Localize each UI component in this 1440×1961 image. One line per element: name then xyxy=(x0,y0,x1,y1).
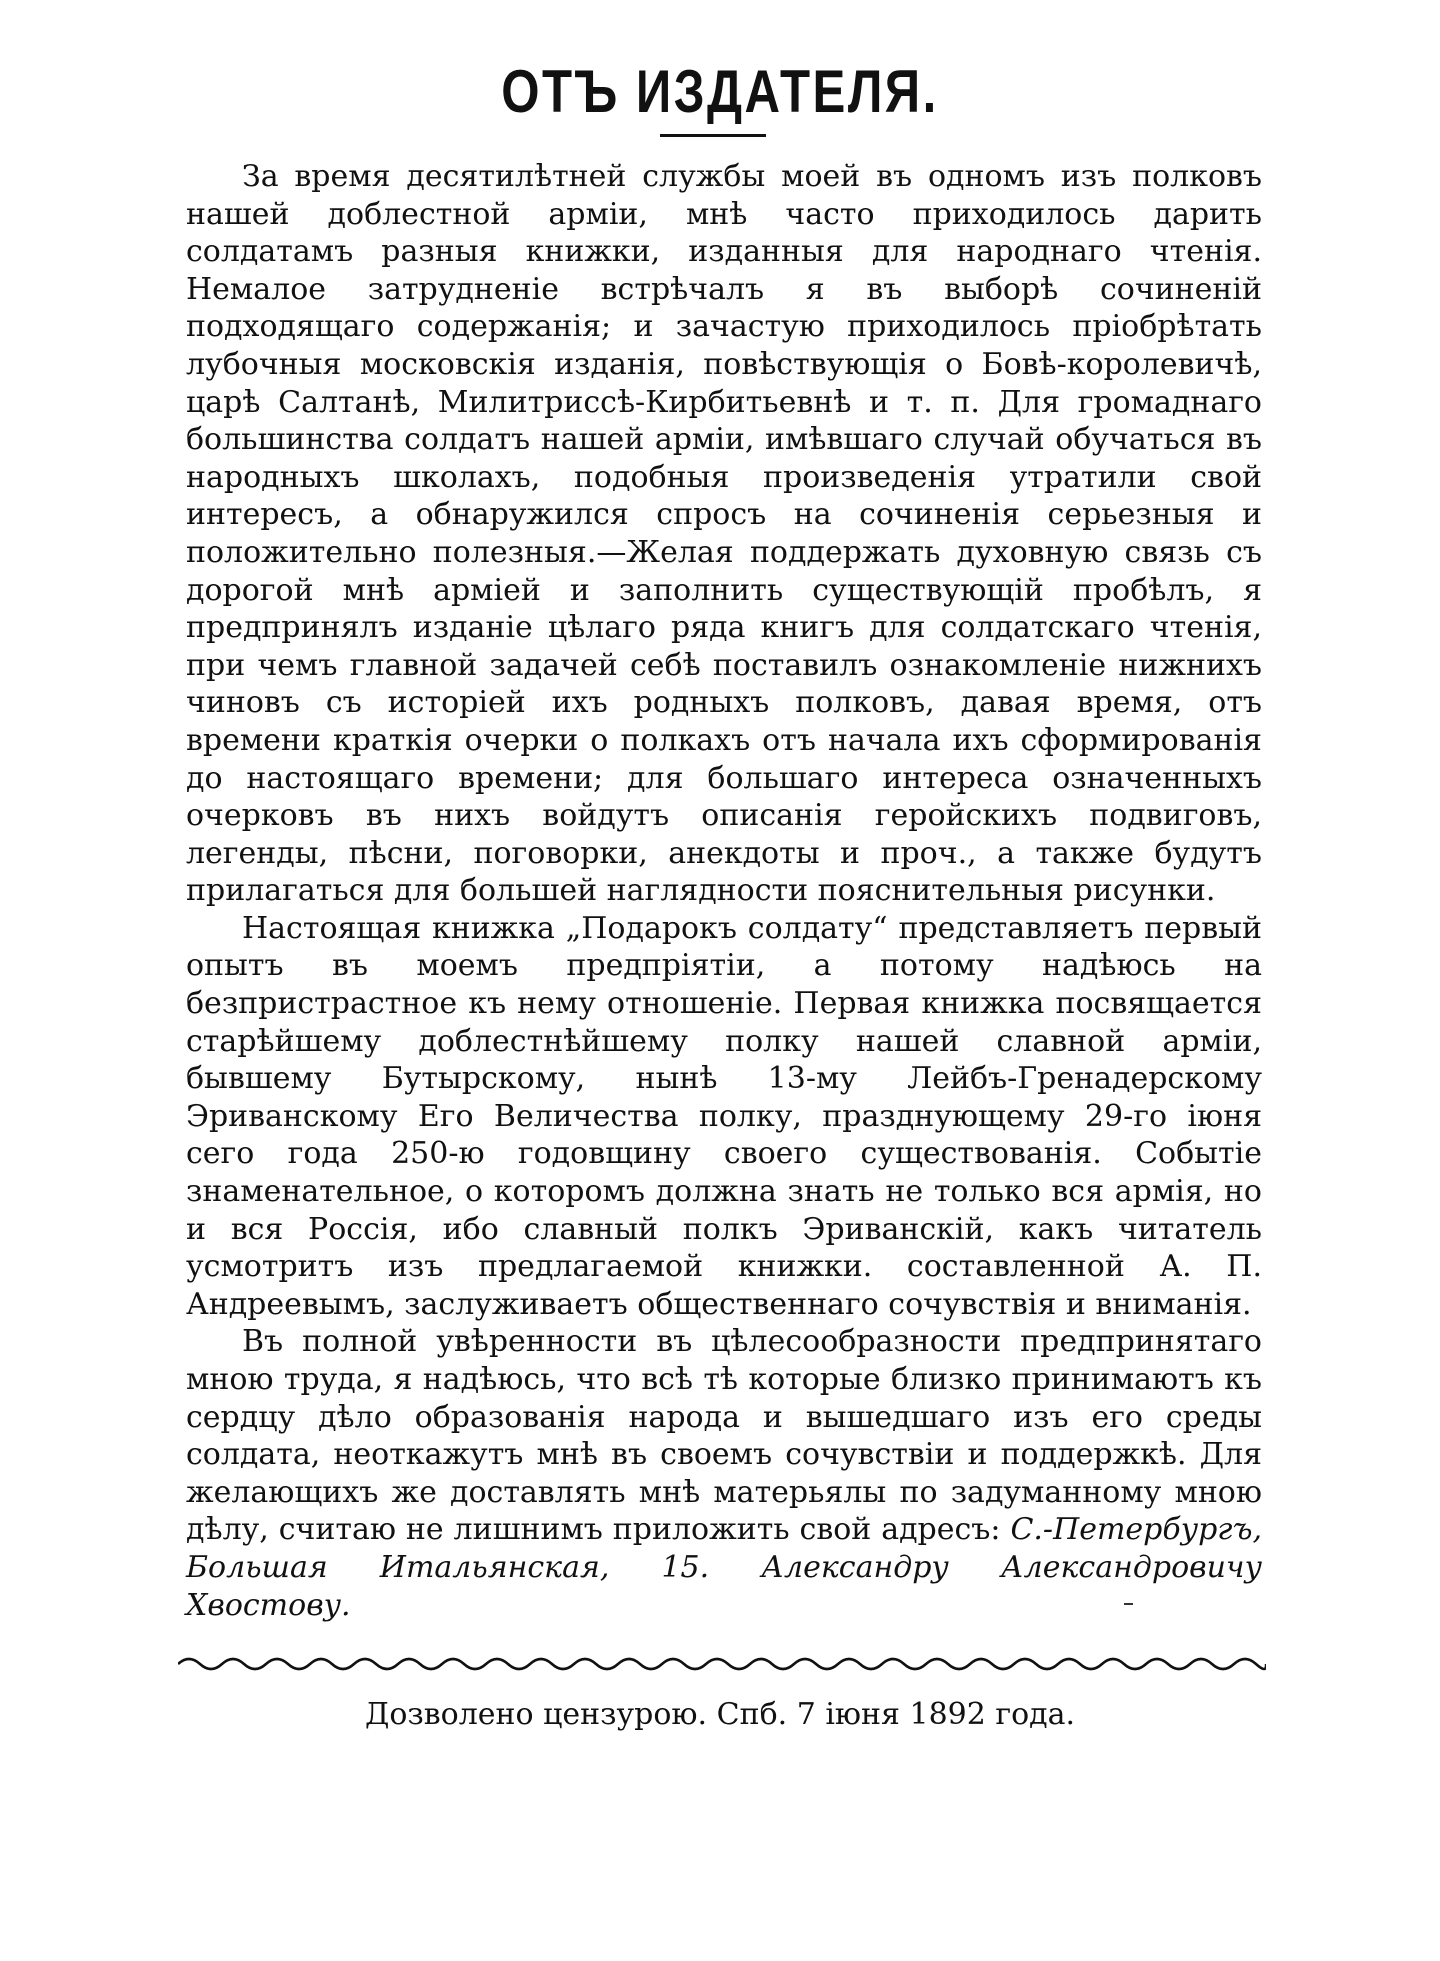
publisher-address: С.-Петербургъ, Большая Итальянская, 15. Александру Александровичу Хвостову. xyxy=(186,1512,1262,1623)
closing-paragraph-text: Въ полной увѣренности въ цѣлесообразности предпринятаго мною труда, я надѣюсь, что всѣ тѣ которые близко принимаютъ къ сердцу дѣло образованія народа и вышедшаго изъ его среды солдата, неоткажутъ мнѣ въ своемъ сочувствіи и поддержкѣ. Для желающихъ же доставлять мнѣ матерьялы по задуманному мною дѣлу, считаю не лишнимъ приложить свой адресъ: xyxy=(186,1324,1262,1548)
censorship-note: Дозволено цензурою. Спб. 7 іюня 1892 года. xyxy=(364,1697,1076,1732)
wavy-divider xyxy=(178,1652,1266,1676)
paragraph-1: За время десятилѣтней службы моей въ одномъ изъ полковъ нашей доблестной арміи, мнѣ часто приходилось дарить солдатамъ разныя книжки, изданныя для народнаго чтенія. Немалое затрудненіе встрѣчалъ я въ выборѣ сочиненій подходящаго содержанія; и зачастую приходилось пріобрѣтать лубочныя московскія изданія, повѣствующія о Бовѣ-королевичѣ, царѣ Салтанѣ, Милитриссѣ-Кирбитьевнѣ и т. п. Для громаднаго большинства солдатъ нашей арміи, имѣвшаго случай обучаться въ народныхъ школахъ, подобныя произведенія утратили свой интересъ, а обнаружился спросъ на сочиненія серьезныя и положительно полезныя.—Желая поддержать духовную связь съ дорогой мнѣ арміей и заполнить существующій пробѣлъ, я предпринялъ изданіе цѣлаго ряда книгъ для солдатскаго чтенія, при чемъ главной задачей себѣ поставилъ ознакомленіе нижнихъ чиновъ съ исторіей ихъ родныхъ полковъ, давая время, отъ времени краткія очерки о полкахъ отъ начала ихъ сформированія до настоящаго времени; для большаго интереса означенныхъ очерковъ въ нихъ войдутъ описанія геройскихъ подвиговъ, легенды, пѣсни, поговорки, анекдоты и проч., а также будутъ прилагаться для большей наглядности пояснительныя рисунки. xyxy=(186,159,1262,909)
small-dash-mark xyxy=(1124,1603,1133,1605)
title-underline xyxy=(660,134,766,137)
paragraph-2: Настоящая книжка „Подарокъ солдату“ представляетъ первый опытъ въ моемъ предпріятіи, а потому надѣюсь на безпристрастное къ нему отношеніе. Первая книжка посвящается старѣйшему доблестнѣйшему полку нашей славной арміи, бывшему Бутырскому, нынѣ 13-му Лейбъ-Гренадерскому Эриванскому Его Величества полку, празднующему 29-го іюня сего года 250-ю годовщину своего существованія. Событіе знаменательное, о которомъ должна знать не только вся армія, но и вся Россія, ибо славный полкъ Эриванскій, какъ читатель усмотритъ изъ предлагаемой книжки. составленной А. П. Андреевымъ, заслуживаетъ общественнаго сочувствія и вниманія. xyxy=(186,910,1262,1322)
page-title: ОТЪ ИЗДАТЕЛЯ. xyxy=(501,58,939,125)
foreword-body xyxy=(186,158,1262,1624)
paragraph-3 xyxy=(186,1323,1262,1624)
